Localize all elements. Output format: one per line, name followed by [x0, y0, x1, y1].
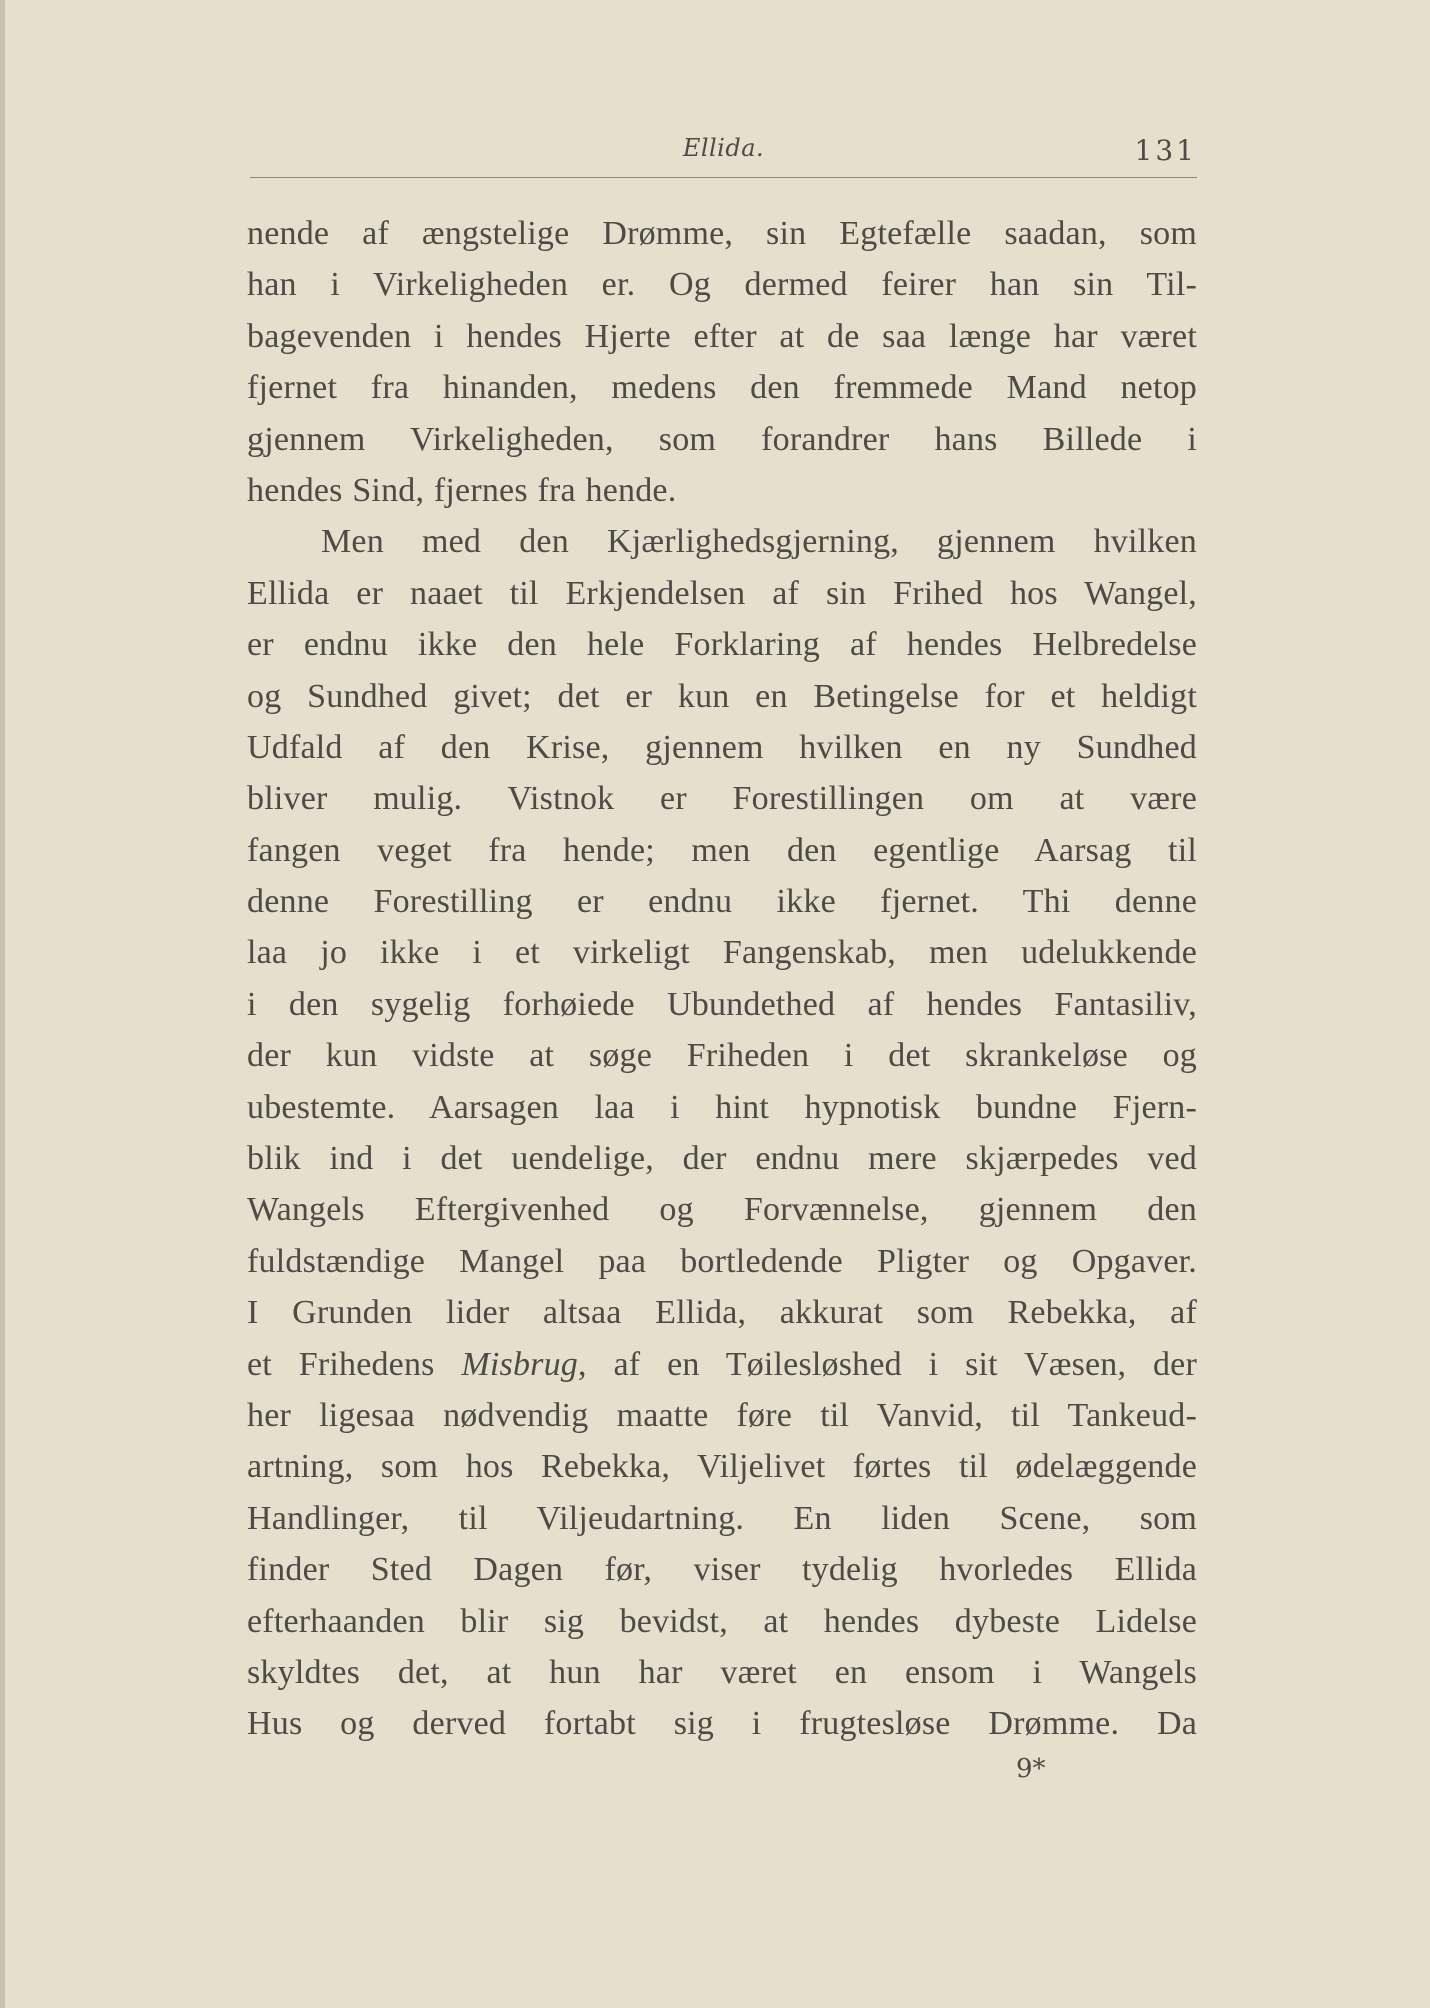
- text-line: fangen veget fra hende; men den egentlige Aarsag til: [247, 831, 1197, 869]
- text-line: nende af ængstelige Drømme, sin Egtefælle saadan, som: [247, 215, 1197, 252]
- text-line: laa jo ikke i et virkeligt Fangenskab, men udelukkende: [247, 934, 1197, 972]
- text-line: hendes Sind, fjernes fra hende.: [247, 471, 677, 509]
- body-text: [247, 208, 1197, 1750]
- text-line: Udfald af den Krise, gjennem hvilken en ny Sundhed: [247, 728, 1197, 766]
- text-line: fuldstændige Mangel paa bortledende Pligter og Opgaver.: [247, 1242, 1197, 1280]
- text-line: og Sundhed givet; det er kun en Betingelse for et heldigt: [247, 677, 1197, 715]
- text-line: Handlinger, til Viljeudartning. En liden Scene, som: [247, 1499, 1197, 1537]
- text-line: bagevenden i hendes Hjerte efter at de saa længe har været: [247, 317, 1197, 355]
- text-line: artning, som hos Rebekka, Viljelivet førtes til ødelæggende: [247, 1448, 1197, 1486]
- text-line: blik ind i det uendelige, der endnu mere skjærpedes ved: [247, 1140, 1197, 1178]
- signature-mark: 9*: [1016, 1754, 1046, 1784]
- text-line: finder Sted Dagen før, viser tydelig hvorledes Ellida: [247, 1551, 1197, 1589]
- text-line: bliver mulig. Vistnok er Forestillingen om at være: [247, 780, 1197, 818]
- text-line-with-italic: et Frihedens Misbrug, af en Tøilesløshed i sit Væsen, der: [247, 1345, 1197, 1383]
- italic-emphasis: Misbrug: [461, 1345, 579, 1383]
- paragraph-start-line: Men med den Kjærlighedsgjerning, gjennem hvilken: [321, 523, 1197, 561]
- text-line: gjennem Virkeligheden, som forandrer hans Billede i: [247, 420, 1197, 458]
- text-line: Ellida er naaet til Erkjendelsen af sin Frihed hos Wangel,: [247, 574, 1197, 612]
- text-line: fjernet fra hinanden, medens den fremmede Mand netop: [247, 369, 1197, 407]
- page-edge: [0, 0, 5, 2008]
- text-line: i den sygelig forhøiede Ubundethed af hendes Fantasiliv,: [247, 985, 1197, 1023]
- text-line: er endnu ikke den hele Forklaring af hendes Helbredelse: [247, 626, 1197, 664]
- text-line: ubestemte. Aarsagen laa i hint hypnotisk bundne Fjern-: [247, 1088, 1197, 1126]
- text-line: Wangels Eftergivenhed og Forvænnelse, gjennem den: [247, 1191, 1197, 1229]
- text-line: der kun vidste at søge Friheden i det skrankeløse og: [247, 1037, 1197, 1075]
- text-line: han i Virkeligheden er. Og dermed feirer han sin Til-: [247, 266, 1197, 304]
- header-rule: [250, 177, 1197, 178]
- text-line: denne Forestilling er endnu ikke fjernet. Thi denne: [247, 883, 1197, 921]
- text-line: skyldtes det, at hun har været en ensom i Wangels: [247, 1653, 1197, 1691]
- text-line: Hus og derved fortabt sig i frugtesløse Drømme. Da: [247, 1705, 1197, 1743]
- text-line: her ligesaa nødvendig maatte føre til Vanvid, til Tankeud-: [247, 1396, 1197, 1434]
- text-line: efterhaanden blir sig bevidst, at hendes dybeste Lidelse: [247, 1602, 1197, 1640]
- running-title: Ellida.: [682, 134, 765, 162]
- text-line: I Grunden lider altsaa Ellida, akkurat som Rebekka, af: [247, 1294, 1197, 1332]
- page-number: 131: [1134, 134, 1197, 167]
- running-head: [250, 134, 1197, 174]
